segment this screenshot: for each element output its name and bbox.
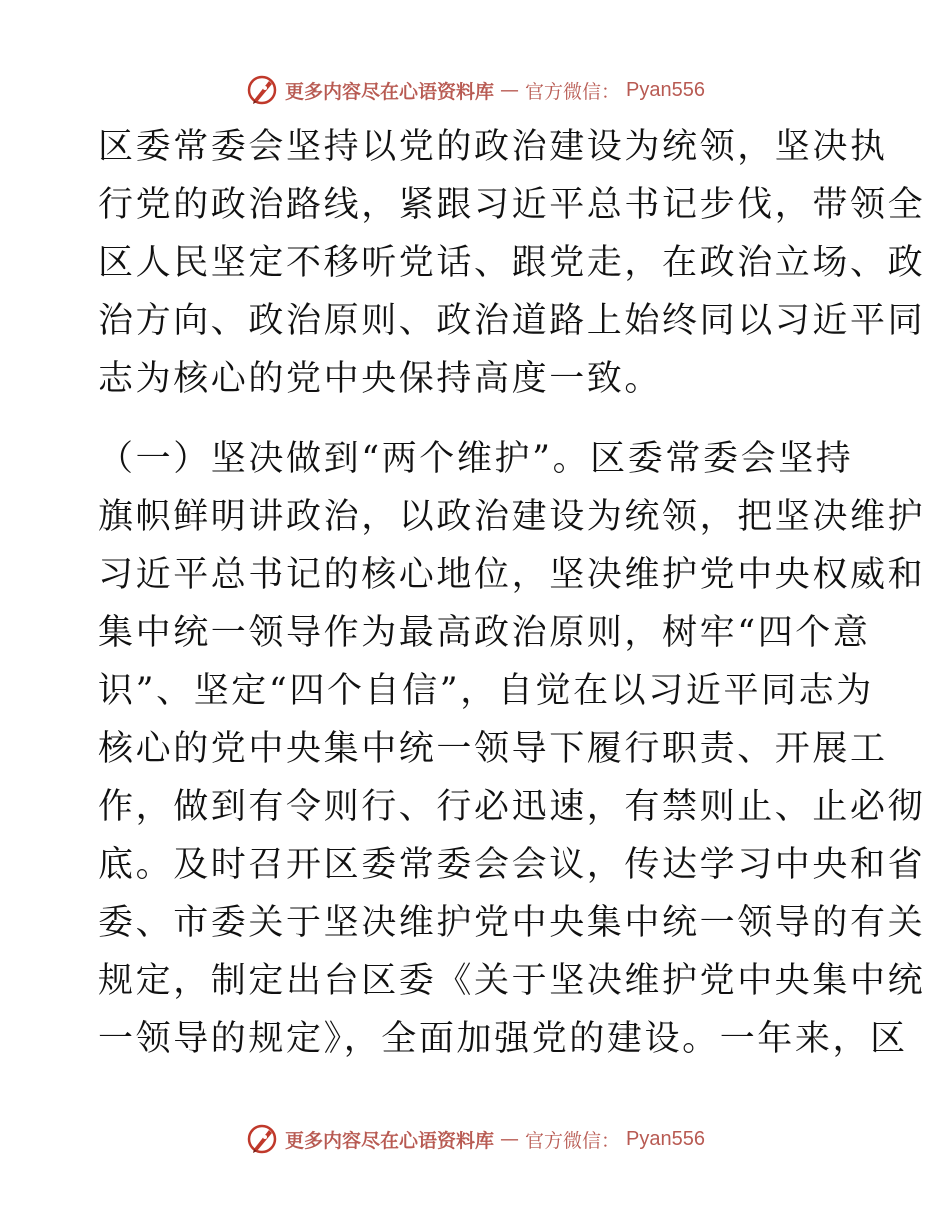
paragraph-line: 作，做到有令则行、行必迅速，有禁则止、止必彻 [98, 787, 926, 827]
header-wechat-id: Pyan556 [626, 78, 705, 101]
footer-wechat-id: Pyan556 [626, 1127, 705, 1150]
paragraph-gap [98, 408, 858, 430]
paragraph-line: 核心的党中央集中统一领导下履行职责、开展工 [98, 729, 888, 769]
header-contact-label: 官方微信： [525, 80, 621, 103]
paragraph-1 [98, 118, 926, 408]
header-separator: — [500, 79, 520, 101]
header-brand-text: 更多内容尽在心语资料库 [285, 80, 495, 103]
footer-contact-label: 官方微信： [525, 1129, 621, 1152]
paragraph-line: 行党的政治路线，紧跟习近平总书记步伐，带领全 [98, 185, 926, 225]
paragraph-line: 识”、坚定“四个自信”，自觉在以习近平同志为 [98, 671, 874, 711]
paragraph-line: 旗帜鲜明讲政治，以政治建设为统领，把坚决维护 [98, 497, 926, 537]
paragraph-line: 一领导的规定》，全面加强党的建设。一年来，区 [98, 1019, 908, 1059]
paragraph-line: （一）坚决做到“两个维护”。区委常委会坚持 [98, 439, 854, 479]
paragraph-line: 志为核心的党中央保持高度一致。 [98, 359, 663, 399]
footer-separator: — [500, 1128, 520, 1150]
document-body [98, 118, 926, 1068]
footer-banner [0, 1119, 950, 1159]
pen-circle-logo-icon [245, 1122, 279, 1156]
paragraph-line: 区委常委会坚持以党的政治建设为统领，坚决执 [98, 127, 888, 167]
paragraph-2 [98, 430, 926, 1068]
paragraph-line: 委、市委关于坚决维护党中央集中统一领导的有关 [98, 903, 926, 943]
paragraph-line: 规定，制定出台区委《关于坚决维护党中央集中统 [98, 961, 926, 1001]
paragraph-line: 集中统一领导作为最高政治原则，树牢“四个意 [98, 613, 871, 653]
paragraph-line: 底。及时召开区委常委会会议，传达学习中央和省 [98, 845, 926, 885]
paragraph-line: 治方向、政治原则、政治道路上始终同以习近平同 [98, 301, 926, 341]
paragraph-line: 习近平总书记的核心地位，坚决维护党中央权威和 [98, 555, 926, 595]
pen-circle-logo-icon [245, 73, 279, 107]
paragraph-line: 区人民坚定不移听党话、跟党走，在政治立场、政 [98, 243, 926, 283]
header-banner [0, 70, 950, 110]
footer-brand-text: 更多内容尽在心语资料库 [285, 1129, 495, 1152]
